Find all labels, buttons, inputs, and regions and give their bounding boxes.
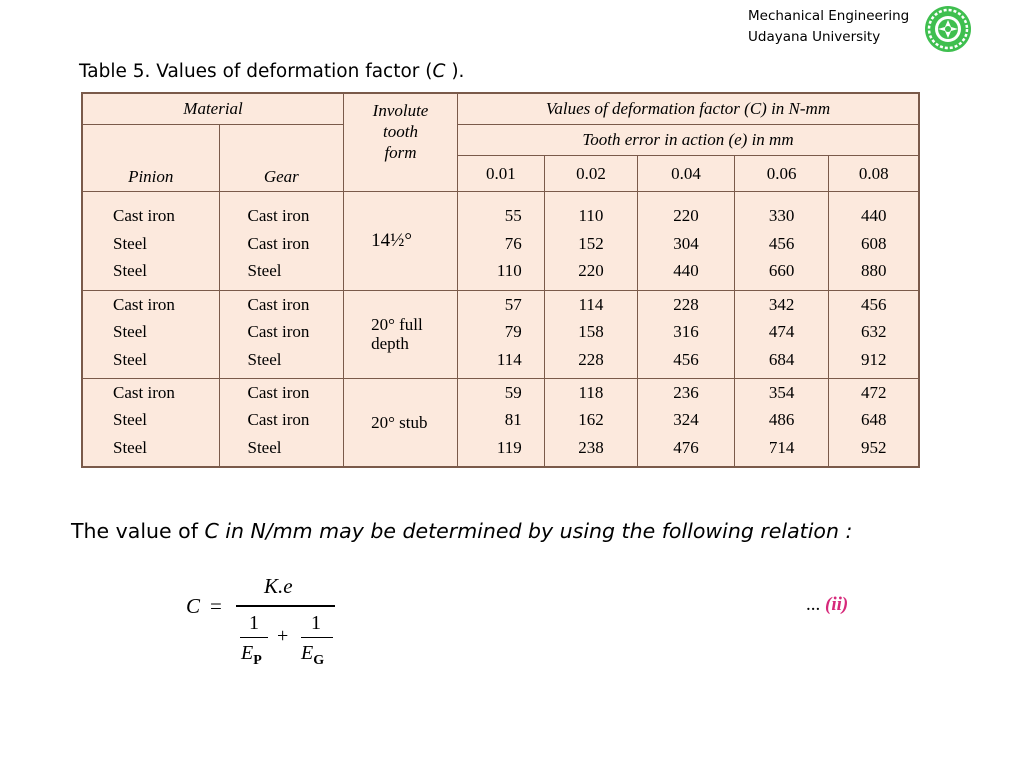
- fraction-bar-b: [301, 637, 333, 638]
- value: 456: [768, 233, 795, 253]
- value: 55: [504, 206, 522, 225]
- gear-value: Cast iron: [247, 206, 310, 225]
- institution-header: [748, 6, 909, 48]
- value: 880: [860, 261, 887, 280]
- tooth-form-cell: [344, 290, 458, 378]
- value: 324: [673, 410, 699, 430]
- value: 236: [673, 382, 699, 402]
- value: 228: [673, 294, 699, 314]
- tooth-form-cell: 14½°: [344, 192, 458, 291]
- equation-dots: ...: [806, 594, 821, 615]
- value: 110: [578, 206, 604, 225]
- main-fraction-bar: [236, 605, 335, 607]
- value: 476: [673, 437, 699, 457]
- value: 714: [768, 437, 795, 457]
- value: 608: [860, 233, 887, 253]
- caption-symbol: C: [432, 61, 452, 82]
- header-pinion: Pinion: [83, 125, 220, 192]
- value: 660: [768, 261, 795, 280]
- value: 152: [578, 233, 604, 253]
- header-tooth-error: Tooth error in action (e) in mm: [457, 125, 918, 156]
- value: 158: [578, 322, 604, 342]
- header-values: Values of deformation factor (C) in N-mm: [457, 94, 918, 125]
- equation-number: [806, 594, 848, 616]
- value: 119: [496, 437, 522, 457]
- university-seal-icon: [924, 5, 972, 53]
- caption-suffix: ).: [451, 61, 465, 82]
- value: 81: [504, 410, 522, 430]
- value: 952: [860, 437, 887, 457]
- gear-value: Cast iron: [247, 322, 310, 342]
- value: 228: [578, 349, 604, 369]
- value: 304: [673, 233, 699, 253]
- formula-equals: =: [210, 594, 222, 618]
- error-col-header: 0.08: [829, 156, 919, 192]
- value-cell: [734, 192, 829, 291]
- value: 440: [860, 206, 887, 225]
- pinion-value: Steel: [113, 322, 147, 342]
- formula-ep: $E_P$: [241, 642, 262, 668]
- pinion-cell: [83, 290, 220, 378]
- value: 474: [768, 322, 795, 342]
- value: 114: [578, 294, 604, 314]
- value: 440: [673, 261, 699, 280]
- formula-one-a: 1: [249, 612, 259, 634]
- error-col-header: 0.02: [544, 156, 638, 192]
- formula-eg: $E_G$: [301, 642, 325, 668]
- header-involute-tooth-form: [344, 94, 458, 192]
- relation-prefix: The value of: [71, 519, 205, 543]
- formula-plus: +: [277, 625, 289, 647]
- value: 79: [504, 322, 522, 342]
- formula-lhs: C: [186, 594, 201, 618]
- table-caption: [79, 61, 464, 82]
- value: 118: [578, 382, 604, 402]
- relation-italic: C in N/mm may be determined by using the following relation :: [204, 519, 853, 543]
- pinion-value: Cast iron: [113, 206, 175, 225]
- value: 684: [768, 349, 795, 369]
- value-cell: [638, 192, 735, 291]
- department-name: Mechanical Engineering: [748, 8, 910, 24]
- header-material: Material: [83, 94, 344, 125]
- deformation-formula: [180, 570, 380, 680]
- value: 238: [578, 437, 604, 457]
- error-col-header: 0.06: [734, 156, 829, 192]
- pinion-value: Cast iron: [113, 294, 175, 314]
- formula-numerator: K.e: [264, 574, 293, 598]
- gear-cell: [219, 192, 344, 291]
- pinion-value: Steel: [113, 437, 147, 457]
- value-cell: [544, 290, 638, 378]
- value-cell: [457, 192, 544, 291]
- value: 354: [768, 382, 795, 402]
- relation-text: [71, 519, 852, 543]
- formula-one-b: 1: [311, 612, 321, 634]
- value: 316: [673, 322, 699, 342]
- value-cell: [638, 290, 735, 378]
- gear-value: Cast iron: [247, 233, 310, 253]
- value: 342: [768, 294, 795, 314]
- value: 57: [504, 294, 522, 314]
- value-cell: [457, 290, 544, 378]
- value-cell: [734, 378, 829, 466]
- error-col-header: 0.04: [638, 156, 735, 192]
- university-name: Udayana University: [748, 29, 881, 45]
- pinion-cell: [83, 192, 220, 291]
- pinion-value: Steel: [113, 410, 147, 430]
- header-form-text: Involute tooth form: [372, 101, 429, 162]
- deformation-factor-table: [81, 92, 920, 468]
- pinion-value: Cast iron: [113, 382, 175, 402]
- value: 486: [768, 410, 795, 430]
- value: 110: [496, 261, 522, 280]
- pinion-value: Steel: [113, 349, 147, 369]
- error-col-header: 0.01: [457, 156, 544, 192]
- value-cell: [638, 378, 735, 466]
- pinion-value: Steel: [113, 261, 147, 280]
- caption-prefix: Table 5. Values of deformation factor (: [79, 61, 433, 82]
- gear-value: Cast iron: [247, 382, 310, 402]
- gear-cell: [219, 378, 344, 466]
- value: 632: [860, 322, 887, 342]
- value: 472: [860, 382, 887, 402]
- header-gear: Gear: [219, 125, 344, 192]
- value-cell: [457, 378, 544, 466]
- value-cell: [829, 290, 919, 378]
- gear-value: Cast iron: [247, 410, 310, 430]
- table-row-group: [83, 378, 919, 466]
- gear-value: Steel: [247, 261, 282, 280]
- gear-cell: [219, 290, 344, 378]
- pinion-value: Steel: [113, 233, 147, 253]
- value: 220: [673, 206, 699, 225]
- value: 912: [860, 349, 887, 369]
- equation-label: (ii): [825, 594, 849, 615]
- value-cell: [544, 378, 638, 466]
- fraction-bar-a: [240, 637, 268, 638]
- value: 456: [860, 294, 887, 314]
- value: 76: [504, 233, 522, 253]
- tooth-form-text: 20° full depth: [371, 315, 423, 354]
- table-row-group: [83, 290, 919, 378]
- value: 330: [768, 206, 795, 225]
- value: 220: [578, 261, 604, 280]
- gear-value: Steel: [247, 349, 282, 369]
- value: 59: [504, 382, 522, 402]
- gear-value: Steel: [247, 437, 282, 457]
- tooth-form-cell: 20° stub: [344, 378, 458, 466]
- value: 162: [578, 410, 604, 430]
- value-cell: [734, 290, 829, 378]
- value-cell: [829, 192, 919, 291]
- value-cell: [544, 192, 638, 291]
- value: 648: [860, 410, 887, 430]
- value: 456: [673, 349, 699, 369]
- value: 114: [496, 349, 522, 369]
- gear-value: Cast iron: [247, 294, 310, 314]
- table-row-group: [83, 192, 919, 291]
- pinion-cell: [83, 378, 220, 466]
- value-cell: [829, 378, 919, 466]
